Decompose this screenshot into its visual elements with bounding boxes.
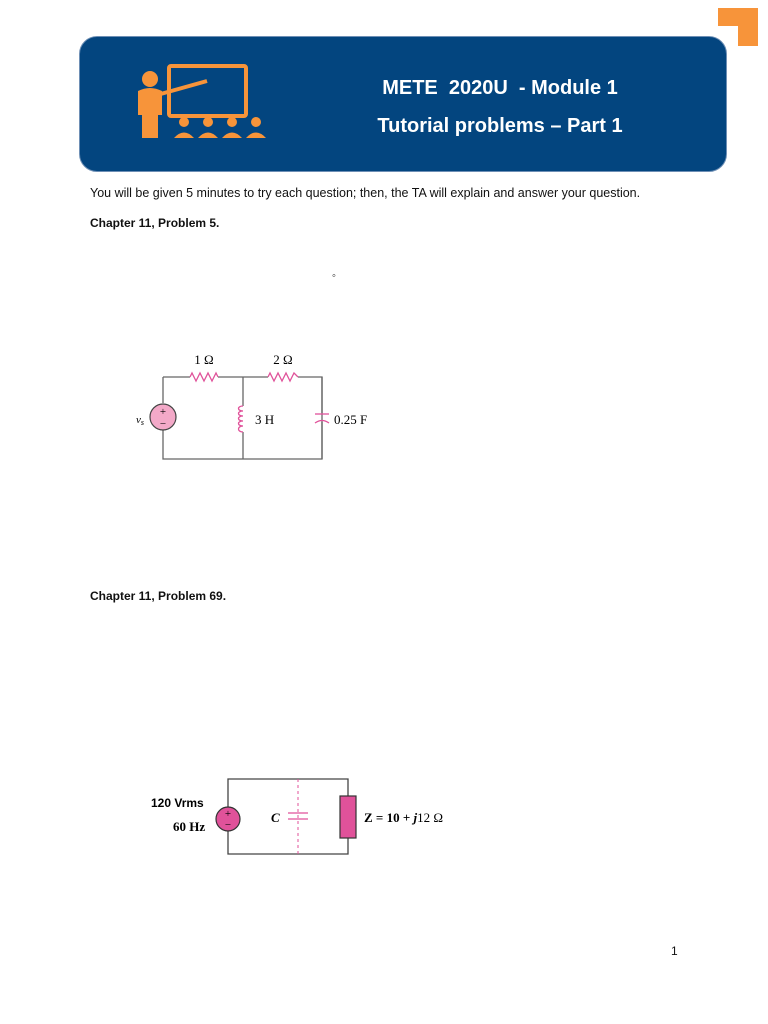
page-number: 1: [671, 944, 678, 958]
resistor-2ohm: [268, 373, 298, 381]
svg-text:Z = 10 + j12 Ω: [364, 810, 443, 825]
capacitor-c-label: C: [271, 810, 280, 825]
capacitor-label: 0.25 F: [334, 412, 368, 427]
source-label: v: [136, 414, 141, 426]
problem2-heading: Chapter 11, Problem 69.: [90, 589, 227, 603]
voltage-label: 120 Vrms: [151, 796, 204, 810]
r2-label: 2 Ω: [273, 352, 293, 367]
source-minus: −: [159, 418, 167, 430]
resistor-1ohm: [190, 373, 218, 381]
problem1-heading: Chapter 11, Problem 5.: [90, 216, 220, 230]
source-subscript: s: [140, 418, 145, 427]
inductor-3h: [239, 406, 244, 432]
impedance-suffix: 12 Ω: [417, 810, 444, 825]
source2-minus: −: [224, 819, 232, 831]
banner-title-line2: Tutorial problems – Part 1: [377, 115, 623, 137]
frequency-label: 60 Hz: [173, 819, 206, 834]
intro-text: You will be given 5 minutes to try each question; then, the TA will explain and answer your question.: [90, 186, 641, 200]
impedance-prefix: Z = 10 +: [364, 810, 414, 825]
circuit-problem69: [140, 770, 480, 865]
r1-label: 1 Ω: [194, 352, 214, 367]
inductor-label: 3 H: [255, 412, 275, 427]
header-banner: [79, 36, 727, 172]
impedance-j: j: [413, 810, 418, 825]
svg-text:vs: [136, 414, 144, 427]
bullet-mark: ◦: [332, 270, 336, 282]
teacher-presentation-icon: [132, 63, 272, 143]
source-plus: +: [159, 406, 167, 418]
impedance-box: [340, 796, 356, 838]
banner-title-line1: METE 2020U - Module 1: [382, 77, 618, 99]
source2-plus: +: [224, 808, 232, 820]
circuit-problem5: [120, 340, 400, 470]
